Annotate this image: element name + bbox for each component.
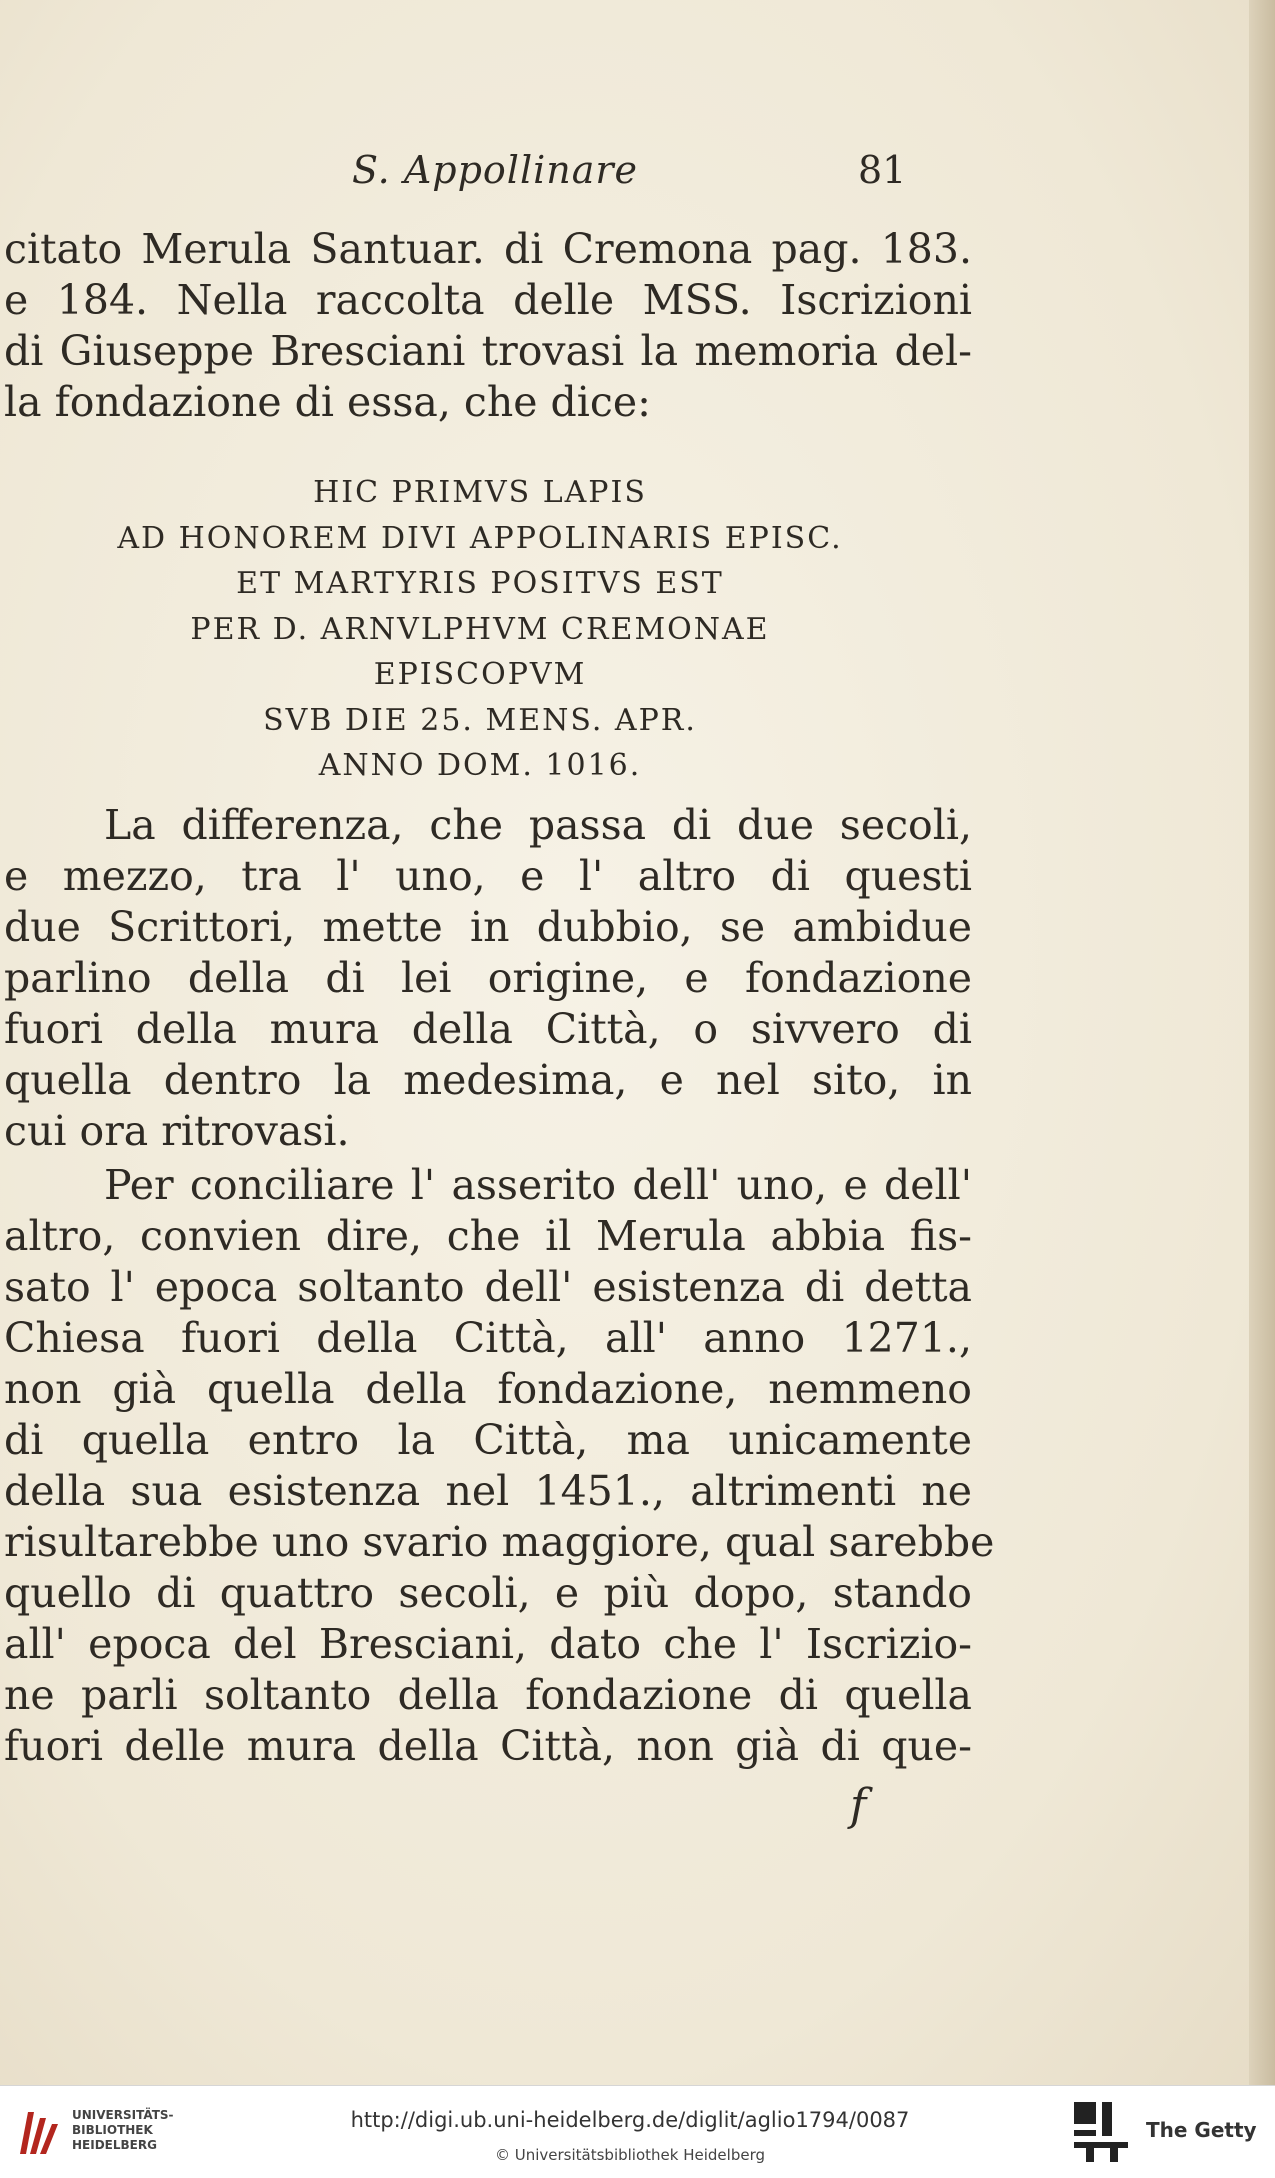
text-line: della sua esistenza nel 1451., altrimenti ne bbox=[4, 1467, 972, 1515]
text-line: parlino della di lei origine, e fondazione bbox=[4, 954, 972, 1002]
text-line: fuori della mura della Città, o sivvero di bbox=[4, 1005, 972, 1053]
permalink-url[interactable]: http://digi.ub.uni-heidelberg.de/diglit/aglio1794/0087 bbox=[350, 2108, 910, 2132]
text-line: di Giuseppe Bresciani trovasi la memoria del- bbox=[4, 327, 972, 375]
text-line: all' epoca del Bresciani, dato che l' Iscrizio- bbox=[4, 1620, 972, 1668]
text-line: La differenza, che passa di due secoli, bbox=[104, 801, 972, 849]
getty-logo-icon bbox=[1072, 2100, 1130, 2164]
paragraph-top bbox=[4, 224, 972, 428]
paragraph-two bbox=[4, 800, 972, 1157]
running-title: S. Appollinare bbox=[352, 148, 639, 192]
text-line: quello di quattro secoli, e più dopo, stando bbox=[4, 1569, 972, 1617]
text-line: Per conciliare l' asserito dell' uno, e dell' bbox=[104, 1161, 972, 1209]
inscription-line: AD HONOREM DIVI APPOLINARIS EPISC. bbox=[117, 520, 843, 556]
text-line: di quella entro la Città, ma unicamente bbox=[4, 1416, 972, 1464]
page-gutter bbox=[1249, 0, 1275, 2085]
text-line: non già quella della fondazione, nemmeno bbox=[4, 1365, 972, 1413]
text-line: e mezzo, tra l' uno, e l' altro di questi bbox=[4, 852, 972, 900]
page-header bbox=[0, 148, 960, 198]
text-line: ne parli soltanto della fondazione di quella bbox=[4, 1671, 972, 1719]
text-line: Chiesa fuori della Città, all' anno 1271., bbox=[4, 1314, 972, 1362]
inscription-line: PER D. ARNVLPHVM CREMONAE bbox=[190, 611, 770, 647]
partner-name: The Getty bbox=[1146, 2118, 1257, 2142]
text-line: sato l' epoca soltanto dell' esistenza di detta bbox=[4, 1263, 972, 1311]
inscription-line: ET MARTYRIS POSITVS EST bbox=[236, 566, 724, 601]
inscription-line: ANNO DOM. 1016. bbox=[318, 748, 642, 783]
text-line: e 184. Nella raccolta delle MSS. Iscrizioni bbox=[4, 276, 972, 324]
catchword: f bbox=[850, 1780, 867, 1831]
inscription-line: HIC PRIMVS LAPIS bbox=[313, 475, 647, 510]
text-line: due Scrittori, mette in dubbio, se ambidue bbox=[4, 903, 972, 951]
copyright-notice: © Universitätsbibliothek Heidelberg bbox=[494, 2146, 765, 2164]
inscription-line: SVB DIE 25. MENS. APR. bbox=[263, 702, 697, 738]
inscription-line: EPISCOPVM bbox=[373, 657, 587, 692]
page-number: 81 bbox=[858, 148, 907, 192]
text-line: la fondazione di essa, che dice: bbox=[4, 378, 651, 426]
text-line: risultarebbe uno svario maggiore, qual sarebbe bbox=[4, 1518, 995, 1566]
paragraph-three bbox=[4, 1160, 995, 1772]
viewer-footer bbox=[0, 2085, 1275, 2178]
text-line: cui ora ritrovasi. bbox=[4, 1107, 350, 1155]
text-line: altro, convien dire, che il Merula abbia fis- bbox=[4, 1212, 972, 1260]
library-name: UNIVERSITÄTS- BIBLIOTHEK HEIDELBERG bbox=[72, 2108, 174, 2152]
text-line: quella dentro la medesima, e nel sito, in bbox=[4, 1056, 972, 1104]
text-line: citato Merula Santuar. di Cremona pag. 183. bbox=[4, 225, 972, 273]
text-line: fuori delle mura della Città, non già di que- bbox=[4, 1722, 972, 1770]
inscription bbox=[0, 470, 960, 789]
university-library-logo-icon bbox=[14, 2104, 64, 2160]
